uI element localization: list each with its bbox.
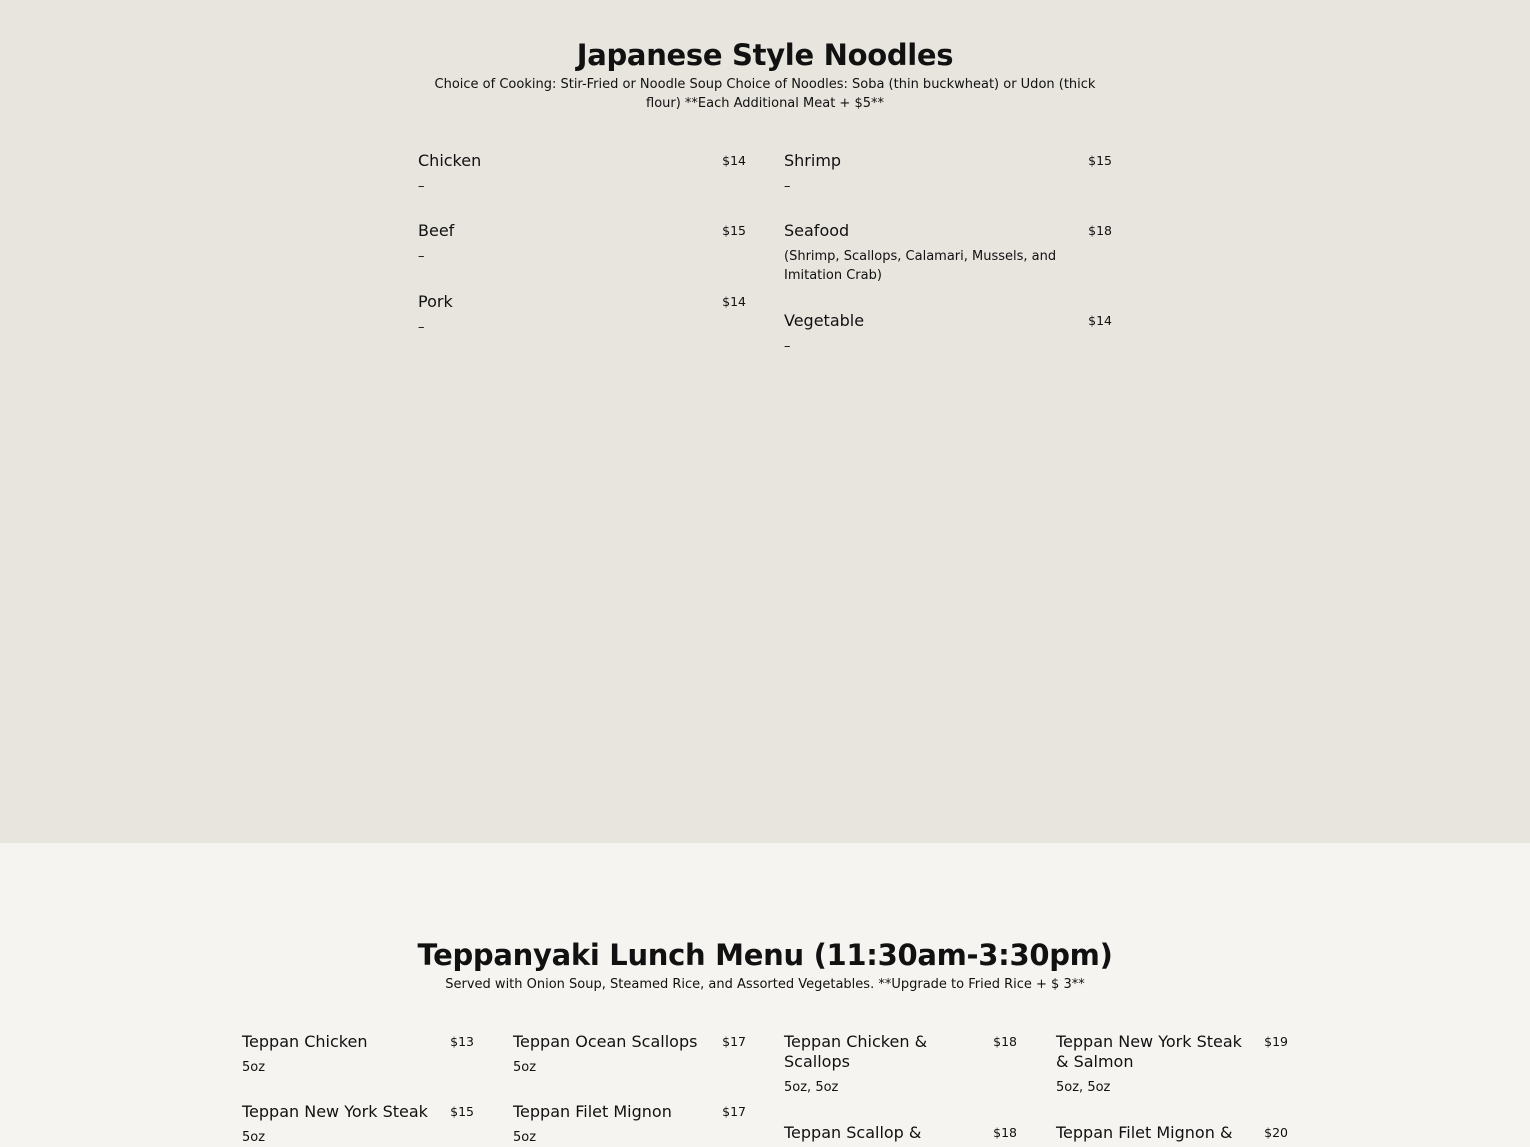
menu-item-name: Pork (418, 292, 453, 311)
menu-item-desc: (Shrimp, Scallops, Calamari, Mussels, and Imitation Crab) (784, 249, 1057, 283)
noodles-right-column (784, 151, 1112, 371)
menu-item-desc: – (418, 320, 425, 335)
menu-item-name: Teppan Chicken & Scallops (784, 1032, 928, 1071)
menu-item-name: Teppan Filet Mignon (513, 1102, 672, 1121)
teppanyaki-section (0, 843, 1530, 1143)
menu-item-desc: 5oz (242, 1060, 266, 1075)
menu-item-name: Shrimp (784, 151, 842, 170)
menu-item (784, 1123, 1017, 1143)
menu-item (784, 311, 1112, 371)
menu-item (242, 1032, 474, 1102)
menu-item-name: Seafood (784, 221, 850, 240)
menu-item-price: $14 (1088, 313, 1112, 328)
menu-item (513, 1032, 746, 1102)
menu-item-desc: 5oz (513, 1060, 537, 1075)
teppan-column-2 (513, 1032, 746, 1147)
menu-item-name: Teppan Scallop & (784, 1123, 922, 1142)
menu-item (1056, 1123, 1288, 1143)
noodles-left-column (418, 151, 746, 352)
teppan-column-1 (242, 1032, 474, 1147)
menu-item-price: $18 (993, 1125, 1017, 1140)
menu-item-price: $15 (1088, 153, 1112, 168)
menu-item-desc: 5oz (513, 1130, 537, 1145)
menu-item-price: $17 (722, 1104, 746, 1119)
teppan-column-4 (1056, 1032, 1288, 1143)
menu-item-price: $18 (1088, 223, 1112, 238)
menu-item-name: Vegetable (784, 311, 865, 330)
noodles-subtitle: Choice of Cooking: Stir-Fried or Noodle Soup Choice of Noodles: Soba (thin buckwheat) or Udon (thick flour) **Each Additional Meat + $5** (434, 77, 1096, 111)
menu-item (418, 292, 746, 352)
menu-item-price: $15 (450, 1104, 474, 1119)
menu-item-price: $19 (1264, 1034, 1288, 1049)
noodles-title: Japanese Style Noodles (576, 38, 954, 72)
menu-item-price: $15 (722, 223, 746, 238)
menu-item-name: Teppan Filet Mignon & (1056, 1123, 1233, 1142)
menu-item-name: Teppan Chicken (242, 1032, 368, 1051)
menu-item (784, 221, 1112, 311)
menu-item-desc: – (418, 179, 425, 194)
menu-item (513, 1102, 746, 1147)
menu-item-price: $14 (722, 153, 746, 168)
menu-item-desc: – (784, 179, 791, 194)
menu-item-price: $20 (1264, 1125, 1288, 1140)
menu-item-desc: – (784, 339, 791, 354)
menu-item (242, 1102, 474, 1147)
menu-item (418, 151, 746, 221)
menu-item-desc: – (418, 249, 425, 264)
menu-item-price: $17 (722, 1034, 746, 1049)
menu-item-desc: 5oz (242, 1130, 266, 1145)
menu-item-desc: 5oz, 5oz (1056, 1080, 1111, 1095)
menu-item-name: Teppan New York Steak & Salmon (1056, 1032, 1242, 1071)
menu-item-price: $14 (722, 294, 746, 309)
menu-item-name: Chicken (418, 151, 482, 170)
menu-item-desc: 5oz, 5oz (784, 1080, 839, 1095)
teppanyaki-subtitle: Served with Onion Soup, Steamed Rice, and Assorted Vegetables. **Upgrade to Fried Rice + $ 3** (445, 977, 1085, 992)
menu-item-name: Teppan Ocean Scallops (513, 1032, 698, 1051)
menu-item-name: Teppan New York Steak (242, 1102, 428, 1121)
menu-item-name: Beef (418, 221, 455, 240)
menu-item-price: $13 (450, 1034, 474, 1049)
menu-item-price: $18 (993, 1034, 1017, 1049)
teppanyaki-title: Teppanyaki Lunch Menu (11:30am-3:30pm) (417, 938, 1113, 972)
menu-item (784, 1032, 1017, 1123)
menu-item (418, 221, 746, 292)
menu-item (784, 151, 1112, 221)
menu-item (1056, 1032, 1288, 1123)
teppan-column-3 (784, 1032, 1017, 1143)
